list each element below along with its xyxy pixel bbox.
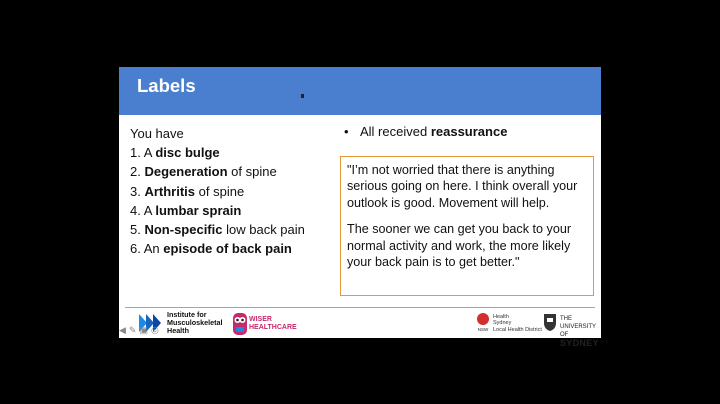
item-bold: Arthritis bbox=[144, 183, 196, 199]
item-bold: lumbar sprain bbox=[155, 202, 242, 218]
quote-paragraph-2: The sooner we can get you back to your normal activity and work, the more likely your back pain is to get better." bbox=[347, 222, 572, 270]
item-bold: Degeneration bbox=[144, 164, 228, 180]
nsw-health-text bbox=[493, 314, 542, 333]
item-prefix: A bbox=[143, 202, 152, 218]
list-item bbox=[130, 162, 305, 181]
item-bold: disc bulge bbox=[155, 145, 220, 161]
item-number: 3. bbox=[130, 183, 141, 199]
list-item bbox=[130, 239, 305, 258]
zoom-icon[interactable]: ◎ bbox=[150, 325, 159, 335]
slide-header bbox=[119, 67, 601, 115]
item-number: 1. bbox=[130, 145, 141, 161]
sydney-line: SYDNEY bbox=[560, 338, 599, 348]
imh-logo-text bbox=[167, 311, 223, 335]
pen-icon[interactable]: ✎ bbox=[128, 325, 137, 335]
list-item bbox=[130, 220, 305, 239]
item-number: 6. bbox=[130, 241, 141, 257]
list-item bbox=[130, 182, 305, 201]
quote-box bbox=[340, 156, 594, 296]
labels-list bbox=[130, 124, 305, 258]
bullet-icon: • bbox=[344, 124, 349, 139]
imh-line: Musculoskeletal bbox=[167, 318, 223, 327]
wiser-logo-text bbox=[249, 316, 297, 332]
footer-divider bbox=[125, 307, 595, 308]
item-number: 2. bbox=[130, 164, 141, 180]
quote-paragraph-1: "I’m not worried that there is anything serious going on here. I think overall your outlook is good. Movement will help. bbox=[347, 163, 578, 210]
item-prefix: A bbox=[143, 145, 152, 161]
item-suffix: of spine bbox=[198, 183, 245, 199]
item-number: 5. bbox=[130, 222, 141, 238]
item-prefix: An bbox=[143, 241, 160, 257]
item-suffix: low back pain bbox=[226, 222, 305, 238]
bullet-bold: reassurance bbox=[430, 124, 508, 139]
slide bbox=[119, 67, 601, 348]
nsw-line: Health bbox=[493, 314, 509, 320]
item-bold: episode of back pain bbox=[163, 241, 292, 257]
sydney-crest-icon bbox=[542, 312, 558, 332]
reassurance-bullet bbox=[344, 124, 507, 139]
imh-line: Institute for bbox=[167, 310, 207, 319]
wiser-line: WISER bbox=[249, 316, 272, 323]
nsw-badge-text: NSW bbox=[477, 327, 489, 332]
slide-icon[interactable]: ▣ bbox=[139, 325, 148, 335]
wiser-line: HEALTHCARE bbox=[249, 324, 297, 331]
mouse-cursor-icon bbox=[301, 94, 304, 98]
slide-title: Labels bbox=[137, 75, 196, 96]
nsw-waratah-icon bbox=[474, 312, 492, 332]
arrow-left-icon[interactable]: ◀ bbox=[119, 325, 126, 335]
nsw-line: Sydney bbox=[493, 320, 512, 327]
list-intro: You have bbox=[130, 126, 184, 141]
slideshow-controls bbox=[119, 325, 159, 337]
footer-logos-right bbox=[474, 312, 599, 348]
list-item bbox=[130, 201, 305, 220]
item-number: 4. bbox=[130, 202, 141, 218]
nsw-line: Local Health District bbox=[493, 326, 542, 333]
list-item bbox=[130, 143, 305, 162]
item-bold: Non-specific bbox=[144, 222, 223, 238]
bullet-text: All received bbox=[360, 124, 428, 139]
item-suffix: of spine bbox=[231, 164, 277, 180]
sydney-text bbox=[560, 315, 599, 349]
imh-line: Health bbox=[167, 326, 189, 335]
sydney-line: THE UNIVERSITY OF bbox=[560, 316, 596, 338]
